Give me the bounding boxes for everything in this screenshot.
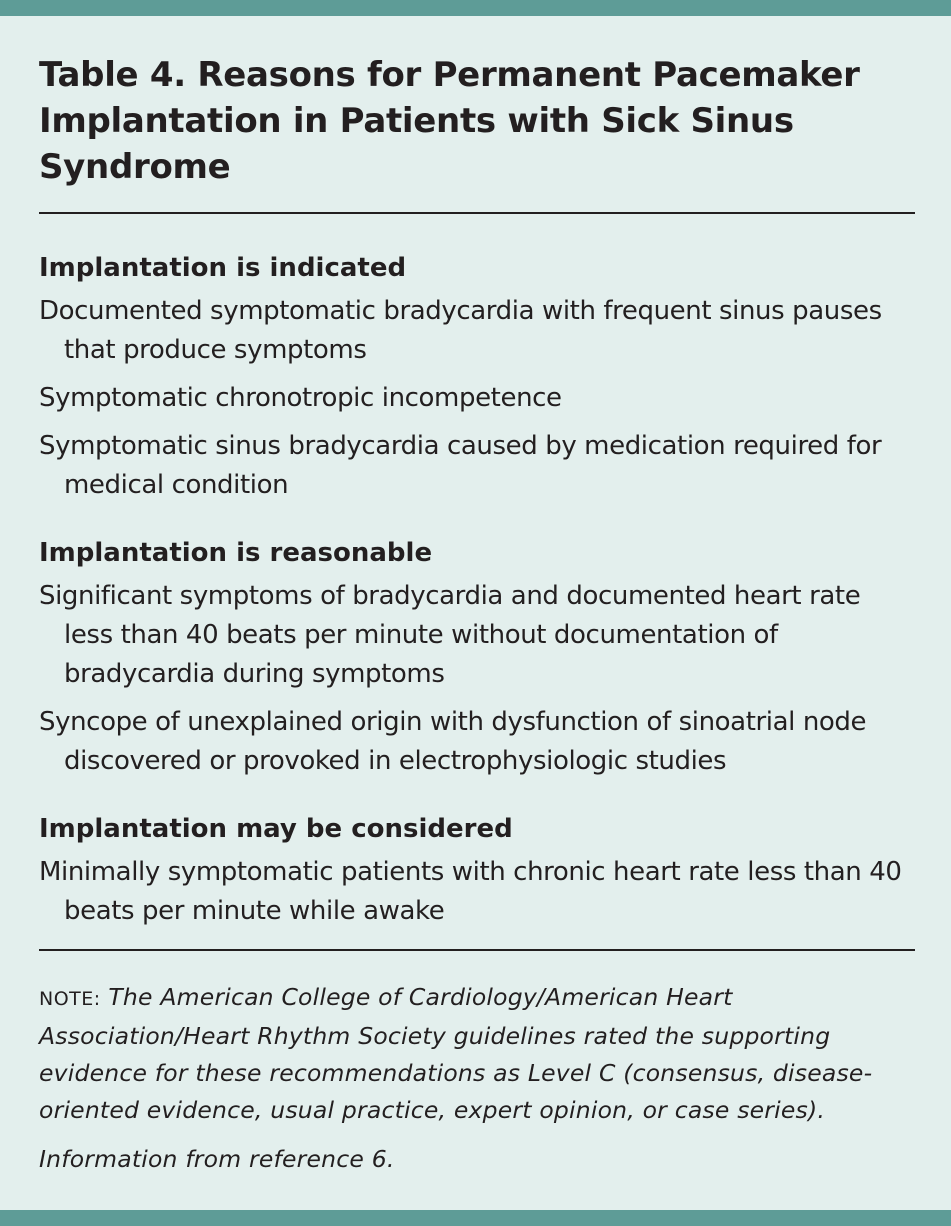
section-heading: Implantation is reasonable	[39, 538, 433, 568]
note-text: The American College of Cardiology/American Heart Association/Heart Rhythm Society guidelines rated the supporting evidence for these recommendations as Level C (consensus, disease-oriented evidence, usual practice, expert opinion, or case series).	[39, 983, 873, 1124]
top-color-band	[0, 0, 951, 16]
list-item: Significant symptoms of bradycardia and documented heart rate less than 40 beats per minute without documentation of bradycardia during symptoms	[39, 581, 861, 689]
section-reasonable	[39, 535, 915, 781]
section-heading: Implantation may be considered	[39, 814, 513, 844]
list-item: Syncope of unexplained origin with dysfunction of sinoatrial node discovered or provoked in electrophysiologic studies	[39, 707, 867, 776]
list-item: Minimally symptomatic patients with chronic heart rate less than 40 beats per minute while awake	[39, 857, 902, 926]
list-item: Symptomatic sinus bradycardia caused by medication required for medical condition	[39, 431, 882, 500]
source-citation: Information from reference 6.	[39, 1145, 395, 1173]
bottom-color-band	[0, 1210, 951, 1226]
table-title: Table 4. Reasons for Permanent Pacemaker Implantation in Patients with Sick Sinus Syndrome	[39, 55, 860, 187]
note-label: NOTE:	[39, 988, 101, 1010]
title-divider	[39, 212, 915, 214]
section-indicated	[39, 250, 915, 505]
list-item: Documented symptomatic bradycardia with frequent sinus pauses that produce symptoms	[39, 296, 882, 365]
footer-divider	[39, 949, 915, 951]
section-may-be-considered	[39, 811, 915, 931]
table-note	[39, 979, 915, 1129]
table-panel	[39, 52, 915, 1178]
section-heading: Implantation is indicated	[39, 253, 407, 283]
list-item: Symptomatic chronotropic incompetence	[39, 383, 562, 413]
